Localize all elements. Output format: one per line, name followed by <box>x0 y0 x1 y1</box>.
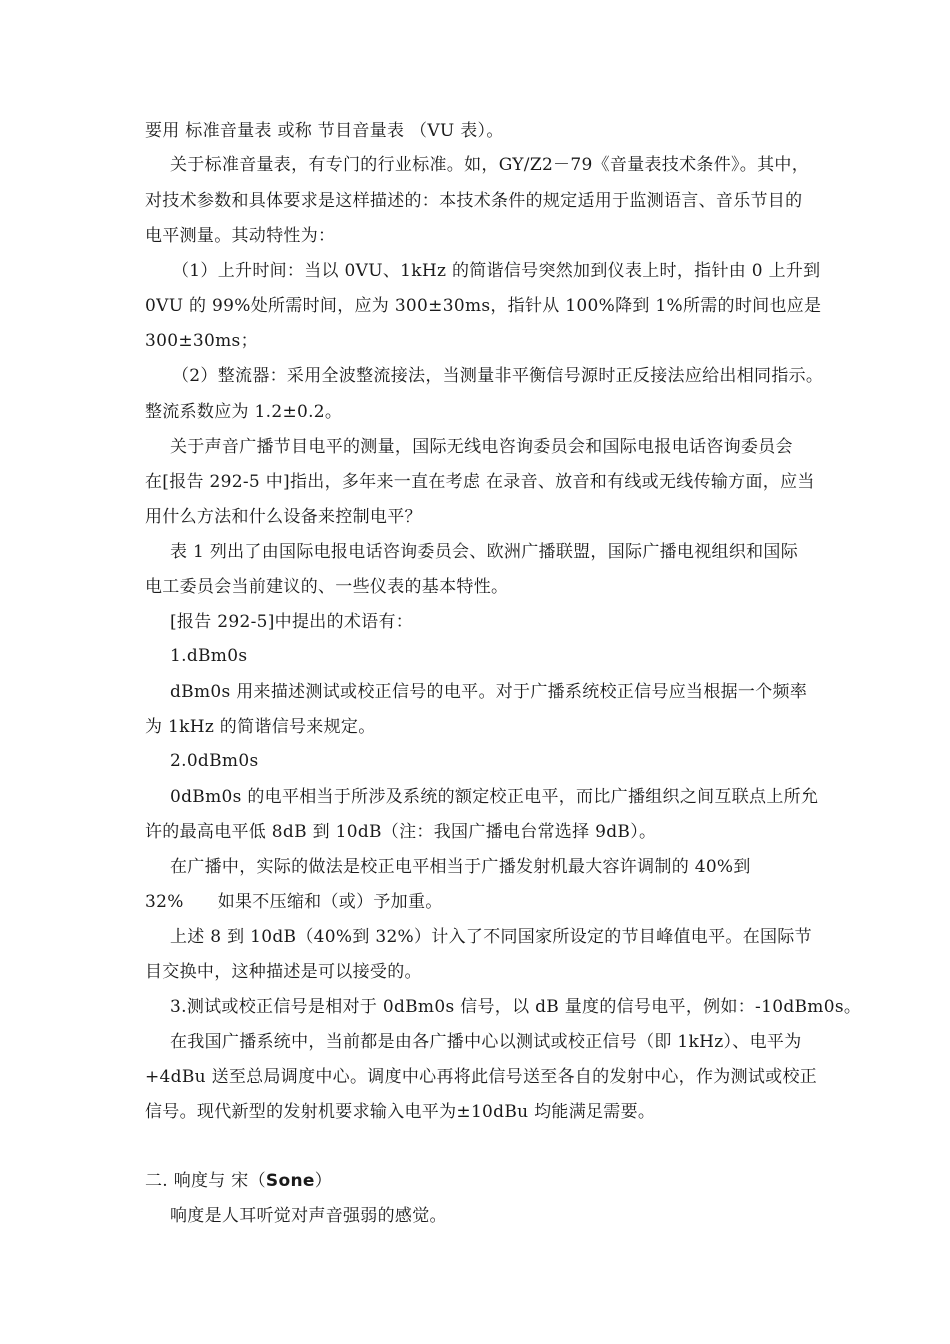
paragraph-line: 对技术参数和具体要求是这样描述的：本技术条件的规定适用于监测语言、音乐节目的 <box>145 191 803 211</box>
section-heading-suffix: ） <box>314 1171 332 1191</box>
paragraph-line: +4dBu 送至总局调度中心。调度中心再将此信号送至各自的发射中心，作为测试或校正 <box>145 1067 818 1087</box>
paragraph-line: 在广播中，实际的做法是校正电平相当于广播发射机最大容许调制的 40%到 <box>170 857 751 877</box>
term-heading: 2.0dBm0s <box>170 751 259 771</box>
list-item: （1）上升时间：当以 0VU、1kHz 的简谐信号突然加到仪表上时，指针由 0 上升到 <box>172 261 821 281</box>
paragraph-line: 要用 标准音量表 或称 节目音量表 （VU 表）。 <box>145 121 504 141</box>
paragraph-line: 为 1kHz 的简谐信号来规定。 <box>145 717 376 737</box>
paragraph-line: 整流系数应为 1.2±0.2。 <box>145 402 343 422</box>
paragraph-line: 在我国广播系统中，当前都是由各广播中心以测试或校正信号（即 1kHz）、电平为 <box>170 1032 802 1052</box>
section-heading-text: 二. 响度与 宋（ <box>145 1171 266 1191</box>
paragraph-line: 电平测量。其动特性为： <box>145 226 336 246</box>
paragraph-line: 电工委员会当前建议的、一些仪表的基本特性。 <box>145 577 509 597</box>
paragraph-line: 信号。现代新型的发射机要求输入电平为±10dBu 均能满足需要。 <box>145 1102 656 1122</box>
term-heading: 1.dBm0s <box>170 646 248 666</box>
term-heading: 3.测试或校正信号是相对于 0dBm0s 信号，以 dB 量度的信号电平，例如：-10dBm0s。 <box>170 997 862 1017</box>
paragraph-line: 0VU 的 99%处所需时间，应为 300±30ms，指针从 100%降到 1%所需的时间也应是 <box>145 296 822 316</box>
paragraph-line: 响度是人耳听觉对声音强弱的感觉。 <box>170 1206 447 1226</box>
paragraph-line: 300±30ms； <box>145 331 258 351</box>
paragraph-line: 0dBm0s 的电平相当于所涉及系统的额定校正电平，而比广播组织之间互联点上所允 <box>170 787 819 807</box>
paragraph-line <box>145 891 815 913</box>
paragraph-line: 表 1 列出了由国际电报电话咨询委员会、欧洲广播联盟，国际广播电视组织和国际 <box>170 542 799 562</box>
paragraph-line: dBm0s 用来描述测试或校正信号的电平。对于广播系统校正信号应当根据一个频率 <box>170 682 808 702</box>
paragraph-line: 上述 8 到 10dB（40%到 32%）计入了不同国家所设定的节目峰值电平。在国际节 <box>170 927 812 947</box>
paragraph-line: [报告 292-5]中提出的术语有： <box>170 612 414 632</box>
paragraph-line: 关于声音广播节目电平的测量，国际无线电咨询委员会和国际电报电话咨询委员会 <box>170 437 793 457</box>
paragraph-line: 许的最高电平低 8dB 到 10dB（注：我国广播电台常选择 9dB）。 <box>145 822 657 842</box>
list-item: （2）整流器：采用全波整流接法，当测量非平衡信号源时正反接法应给出相同指示。 <box>172 366 824 386</box>
section-heading <box>145 1170 815 1192</box>
paragraph-text: 如果不压缩和（或）予加重。 <box>217 892 443 912</box>
paragraph-line: 目交换中，这种描述是可以接受的。 <box>145 962 422 982</box>
paragraph-line: 关于标准音量表，有专门的行业标准。如，GY/Z2－79《音量表技术条件》。其中， <box>170 155 809 175</box>
paragraph-line: 在[报告 292-5 中]指出，多年来一直在考虑 在录音、放音和有线或无线传输方面，应当 <box>145 472 815 492</box>
percent-value: 32% <box>145 892 184 912</box>
paragraph-line: 用什么方法和什么设备来控制电平？ <box>145 507 422 527</box>
section-heading-term: Sone <box>265 1171 315 1191</box>
